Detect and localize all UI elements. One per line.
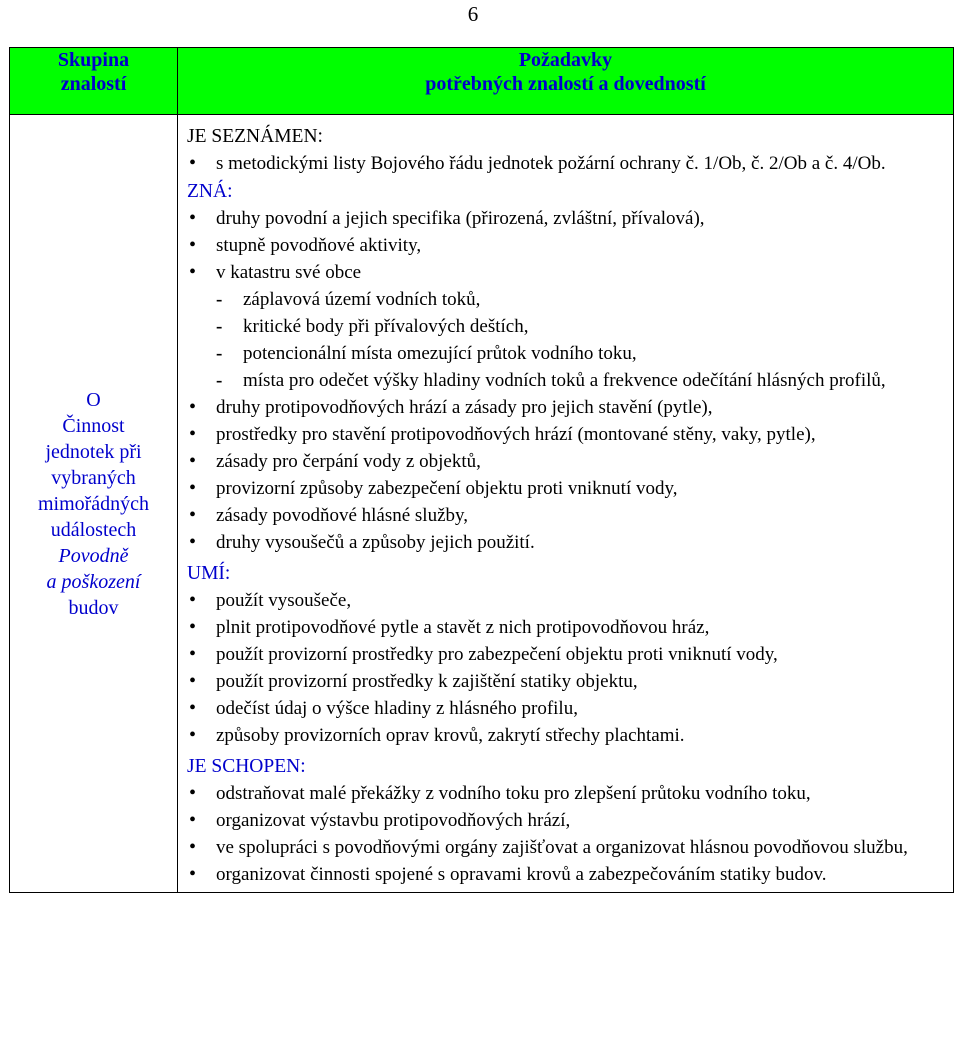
list-item: • použít vysoušeče, <box>187 587 946 614</box>
umi-list <box>187 587 946 749</box>
header-requirements <box>178 48 954 115</box>
group-title-line4: mimořádných <box>37 492 150 515</box>
group-topic-line1: Povodně <box>58 544 129 567</box>
list-item: • stupně povodňové aktivity, <box>187 232 946 259</box>
list-item: • způsoby provizorních oprav krovů, zakrytí střechy plachtami. <box>187 722 946 749</box>
list-item: • v katastru své obce <box>187 259 946 286</box>
header-col2-line2: potřebných znalostí a dovedností <box>425 73 706 95</box>
content-row <box>10 115 954 893</box>
group-topic-line3: budov <box>68 596 119 619</box>
list-item: • organizovat výstavbu protipovodňových hrází, <box>187 807 946 834</box>
group-title-line2: jednotek při <box>45 440 142 463</box>
header-knowledge-group <box>10 48 178 115</box>
je-schopen-heading: JE SCHOPEN: <box>187 756 306 777</box>
sub-list-item: - kritické body při přívalových deštích, <box>216 313 946 340</box>
zna-list <box>187 205 946 286</box>
zna-list-continued <box>187 394 946 556</box>
list-item: • plnit protipovodňové pytle a stavět z nich protipovodňovou hráz, <box>187 614 946 641</box>
requirements-table <box>9 47 954 893</box>
header-col1-line1: Skupina <box>57 49 130 71</box>
group-title-line1: Činnost <box>62 414 125 437</box>
list-item: • odstraňovat malé překážky z vodního toku pro zlepšení průtoku vodního toku, <box>187 780 946 807</box>
list-item: • druhy povodní a jejich specifika (přirozená, zvláštní, přívalová), <box>187 205 946 232</box>
sub-list-item: - potencionální místa omezující průtok vodního toku, <box>216 340 946 367</box>
list-item: • zásady povodňové hlásné služby, <box>187 502 946 529</box>
list-item: • druhy protipovodňových hrází a zásady pro jejich stavění (pytle), <box>187 394 946 421</box>
header-row <box>10 48 954 115</box>
umi-heading: UMÍ: <box>187 563 231 584</box>
requirements-cell <box>178 115 954 893</box>
group-title-line5: událostech <box>50 518 137 541</box>
list-item: • použít provizorní prostředky pro zabezpečení objektu proti vniknutí vody, <box>187 641 946 668</box>
sub-list-item: - místa pro odečet výšky hladiny vodních toků a frekvence odečítání hlásných profilů, <box>216 367 946 394</box>
list-item: • odečíst údaj o výšce hladiny z hlásného profilu, <box>187 695 946 722</box>
page-number: 6 <box>467 2 479 26</box>
knowledge-group-cell <box>10 115 178 893</box>
sub-list-item: - záplavová území vodních toků, <box>216 286 946 313</box>
je-seznamen-heading: JE SEZNÁMEN: <box>187 126 323 147</box>
list-item: • ve spolupráci s povodňovými orgány zajišťovat a organizovat hlásnou povodňovou službu, <box>187 834 946 861</box>
je-seznamen-list <box>187 150 946 177</box>
group-letter: O <box>86 388 101 411</box>
list-item: • prostředky pro stavění protipovodňových hrází (montované stěny, vaky, pytle), <box>187 421 946 448</box>
je-schopen-list <box>187 780 946 888</box>
list-item: • druhy vysoušečů a způsoby jejich použití. <box>187 529 946 556</box>
list-item: • organizovat činnosti spojené s opravami krovů a zabezpečováním statiky budov. <box>187 861 946 888</box>
list-item: • provizorní způsoby zabezpečení objektu proti vniknutí vody, <box>187 475 946 502</box>
zna-heading: ZNÁ: <box>187 181 233 202</box>
header-col2-line1: Požadavky <box>518 49 613 71</box>
list-item: • zásady pro čerpání vody z objektů, <box>187 448 946 475</box>
zna-sublist <box>187 286 946 394</box>
group-topic-line2: a poškození <box>46 570 141 593</box>
list-item: • s metodickými listy Bojového řádu jednotek požární ochrany č. 1/Ob, č. 2/Ob a č. 4/Ob. <box>187 150 946 177</box>
group-title-line3: vybraných <box>51 466 136 489</box>
list-item: • použít provizorní prostředky k zajištění statiky objektu, <box>187 668 946 695</box>
header-col1-line2: znalostí <box>60 73 127 95</box>
